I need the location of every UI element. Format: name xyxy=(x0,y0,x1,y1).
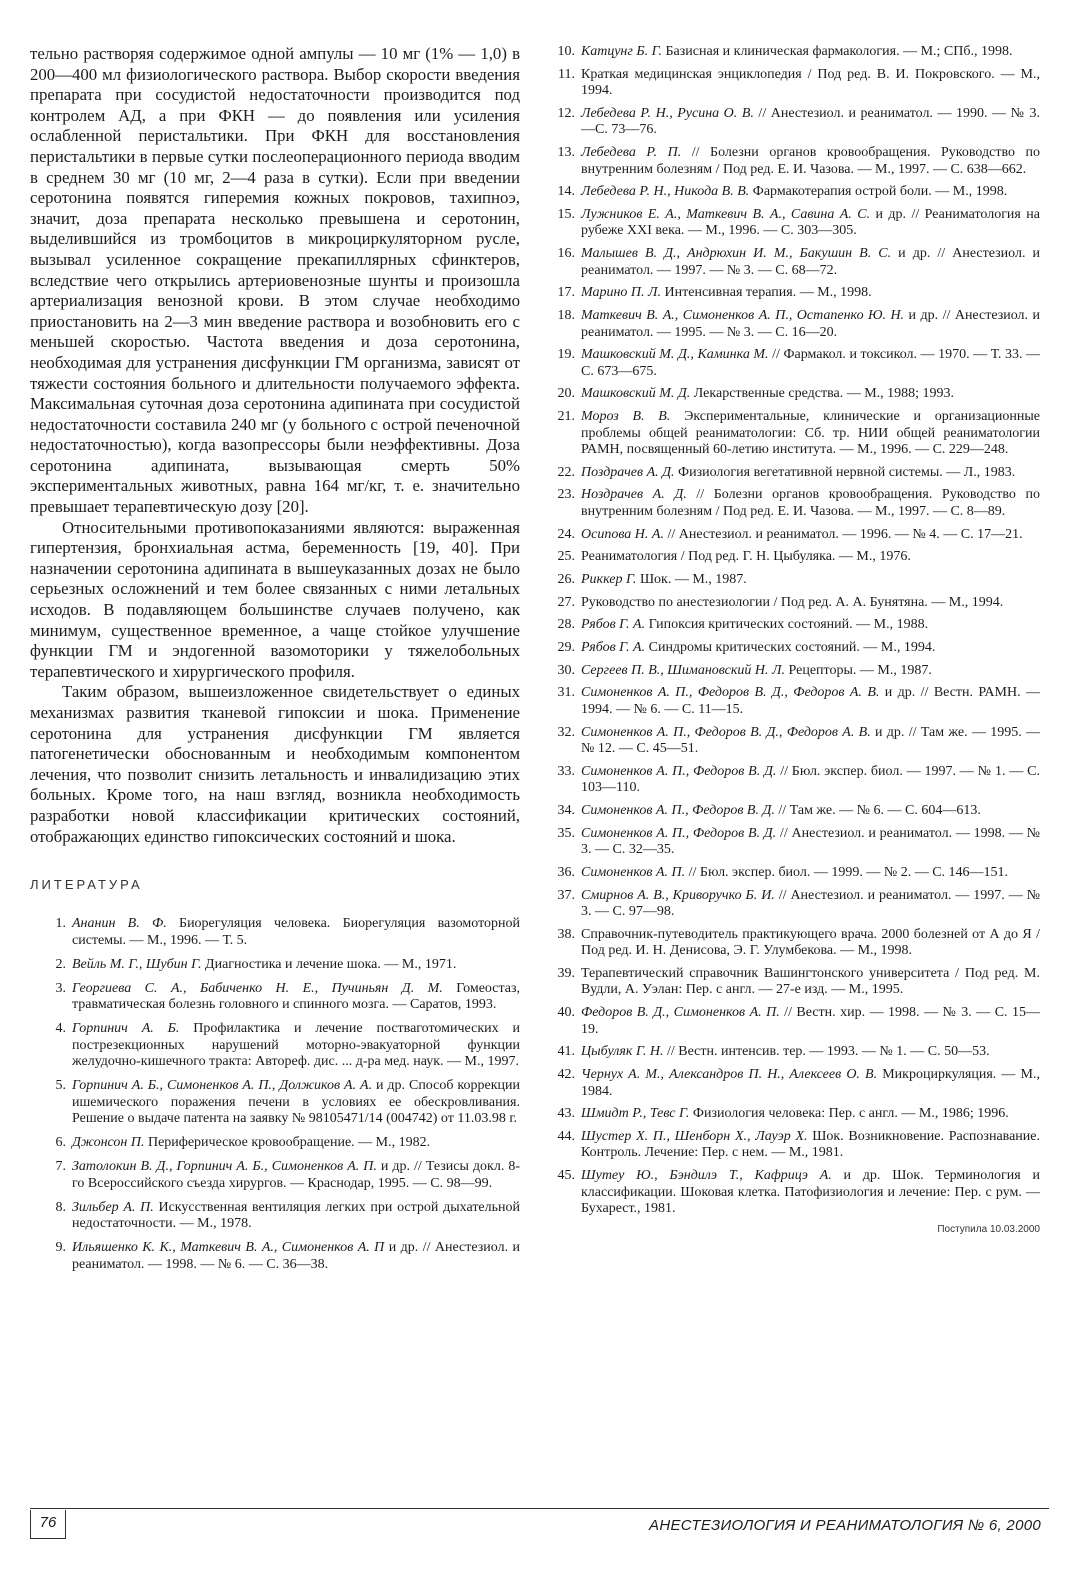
reference-number: 6. xyxy=(55,1135,66,1151)
reference-authors: Маткевич В. А., Симоненков А. П., Остапенко Ю. Н. xyxy=(581,308,905,323)
reference-text xyxy=(581,1067,1040,1100)
reference-text xyxy=(72,1078,520,1128)
reference-item xyxy=(555,725,1040,758)
reference-body: Краткая медицинская энциклопедия / Под ред. В. И. Покровского. — М., 1994. xyxy=(581,66,1040,99)
reference-text xyxy=(581,67,1040,100)
reference-item xyxy=(555,308,1040,341)
reference-text xyxy=(581,595,1040,612)
reference-item xyxy=(555,966,1040,999)
reference-number: 43. xyxy=(557,1106,575,1122)
reference-item xyxy=(555,285,1040,302)
reference-item xyxy=(555,572,1040,589)
reference-item xyxy=(46,916,520,949)
reference-authors: Шустер Х. П., Шенборн Х., Лауэр Х. xyxy=(581,1128,808,1144)
reference-body: // Бюл. экспер. биол. — 1997. — № 1. — С. 103—110. xyxy=(581,763,1040,796)
reference-item xyxy=(555,145,1040,178)
journal-title: АНЕСТЕЗИОЛОГИЯ И РЕАНИМАТОЛОГИЯ № 6, 2000 xyxy=(649,1517,1041,1534)
reference-authors: Риккер Г. xyxy=(581,572,637,587)
reference-number: 12. xyxy=(557,105,575,121)
reference-body: Шок. Возникновение. Распознавание. Контроль. Лечение: Пер. с нем. — М., 1981. xyxy=(581,1128,1040,1161)
reference-authors: Осипова Н. А. xyxy=(581,526,664,542)
reference-body: и др. Способ коррекции ишемического поражения печени в условиях ее обескровливания. Решение о выдаче патента на заявку № 98105471/14 (004742) от 11.03.98 г. xyxy=(72,1078,521,1127)
reference-body: Рецепторы. — М., 1987. xyxy=(785,662,932,678)
reference-authors: Цыбуляк Г. Н. xyxy=(581,1044,664,1060)
reference-item xyxy=(555,409,1040,459)
reference-body: и др. // Анестезиол. и реаниматол. — 1997. — № 3. — С. 68—72. xyxy=(581,246,1041,278)
reference-text xyxy=(581,409,1040,459)
reference-authors: Лебедева Р. Н., Русина О. В. xyxy=(581,105,754,121)
reference-text xyxy=(581,640,1040,657)
reference-number: 42. xyxy=(557,1067,575,1082)
reference-number: 1. xyxy=(55,916,66,932)
reference-number: 3. xyxy=(55,980,66,996)
reference-item xyxy=(555,1106,1040,1123)
reference-text xyxy=(581,184,1040,201)
reference-text xyxy=(581,865,1040,882)
reference-body: Шок. — М., 1987. xyxy=(636,572,747,587)
reference-text xyxy=(581,572,1040,589)
reference-item xyxy=(46,1200,520,1233)
reference-number: 35. xyxy=(557,825,575,841)
body-paragraph-2: Относительными противопоказаниями являются: выраженная гипертензия, бронхиальная астма, беременность [19, 40]. При назначении серотонина адипината в вышеуказанных дозах не было серьезных осложнений и тем более связанных с ними летальных исходов. В подавляющем большинстве случаев получено, как минимум, существенное временное, а чаще стойкое улучшение функции ГМ и эндогенной вазомоторики у тяжелобольных терапевтического и хирургического профиля. xyxy=(30,517,520,681)
reference-authors: Зильбер А. П. xyxy=(72,1199,154,1215)
reference-authors: Машковский М. Д., Каминка М. xyxy=(581,347,769,363)
reference-item xyxy=(555,1005,1040,1038)
reference-text xyxy=(72,1240,520,1273)
reference-item xyxy=(555,663,1040,680)
reference-text xyxy=(581,386,1040,403)
reference-number: 10. xyxy=(557,44,575,59)
reference-number: 29. xyxy=(557,640,575,656)
literature-heading: ЛИТЕРАТУРА xyxy=(30,877,143,893)
reference-authors: Ноздрачев А. Д. xyxy=(581,487,687,503)
reference-number: 34. xyxy=(557,803,575,818)
reference-text xyxy=(581,966,1040,999)
reference-number: 32. xyxy=(557,724,575,740)
reference-item xyxy=(555,764,1040,797)
reference-number: 7. xyxy=(55,1159,66,1175)
reference-body: // Анестезиол. и реаниматол. — 1990. — № 3. —С. 73—76. xyxy=(581,105,1040,138)
reference-item xyxy=(46,1240,520,1273)
reference-item xyxy=(555,465,1040,482)
reference-item xyxy=(555,927,1040,960)
reference-authors: Симоненков А. П., Федоров В. Д. xyxy=(581,763,777,779)
reference-text xyxy=(72,1200,520,1233)
reference-item xyxy=(555,1067,1040,1100)
reference-text xyxy=(72,1135,520,1152)
reference-number: 20. xyxy=(557,386,575,402)
reference-text xyxy=(581,927,1040,960)
reference-text xyxy=(72,1159,520,1192)
reference-item xyxy=(555,617,1040,634)
reference-list-left xyxy=(30,916,520,1273)
reference-item xyxy=(555,595,1040,612)
reference-text xyxy=(581,685,1040,718)
reference-text xyxy=(581,347,1040,380)
reference-number: 36. xyxy=(557,864,575,880)
reference-authors: Шмидт Р., Тевс Г. xyxy=(581,1106,690,1122)
reference-item xyxy=(555,549,1040,566)
reference-authors: Шутеу Ю., Бэндилэ Т., Кафрицэ А. xyxy=(581,1168,832,1184)
reference-authors: Малышев В. Д., Андрюхин И. М., Бакушин В. С. xyxy=(581,246,892,262)
reference-number: 11. xyxy=(558,66,575,82)
reference-text xyxy=(72,1021,520,1071)
reference-text xyxy=(581,487,1040,520)
reference-body: Базисная и клиническая фармакология. — М.; СПб., 1998. xyxy=(662,44,1013,59)
reference-body: Искусственная вентиляция легких при острой дыхательной недостаточности. — М., 1978. xyxy=(72,1199,520,1232)
reference-text xyxy=(581,764,1040,797)
reference-body: Лекарственные средства. — М., 1988; 1993. xyxy=(690,386,955,402)
reference-authors: Катцунг Б. Г. xyxy=(581,44,663,59)
reference-text xyxy=(581,1129,1040,1162)
reference-authors: Марино П. Л. xyxy=(581,285,662,301)
reference-item xyxy=(46,981,520,1014)
reference-item xyxy=(555,1168,1040,1218)
reference-body: // Вестн. хир. — 1998. — № 3. — С. 15—19. xyxy=(581,1005,1041,1037)
reference-body: Справочник-путеводитель практикующего врача. 2000 болезней от А до Я / Под ред. И. Н. Денисова, Э. Г. Улумбекова. — М., 1998. xyxy=(581,926,1040,959)
reference-authors: Ананин В. Ф. xyxy=(72,916,167,932)
reference-item xyxy=(46,1135,520,1152)
reference-text xyxy=(581,803,1040,820)
reference-item xyxy=(555,106,1040,139)
reference-text xyxy=(581,246,1040,279)
reference-number: 4. xyxy=(55,1021,66,1037)
reference-body: // Болезни органов кровообращения. Руководство по внутренним болезням / Под ред. Е. И. Чазова. — М., 1997. — С. 638—662. xyxy=(581,145,1040,177)
reference-authors: Горпинич А. Б. xyxy=(72,1021,180,1037)
reference-text xyxy=(581,44,1040,61)
reference-text xyxy=(581,888,1040,921)
reference-number: 13. xyxy=(557,145,575,161)
reference-item xyxy=(555,67,1040,100)
reference-item xyxy=(555,888,1040,921)
reference-body: и др. // Анестезиол. и реаниматол. — 1998. — № 6. — С. 36—38. xyxy=(72,1240,520,1272)
reference-text xyxy=(581,549,1040,566)
reference-text xyxy=(581,1106,1040,1123)
page-number: 76 xyxy=(30,1510,66,1539)
reference-number: 8. xyxy=(55,1199,66,1215)
reference-body: // Болезни органов кровообращения. Руководство по внутренним болезням / Под ред. Е. И. Чазова. — М., 1997. — С. 8—89. xyxy=(581,487,1040,519)
reference-item xyxy=(555,1129,1040,1162)
reference-authors: Лужников Е. А., Маткевич В. А., Савина А. С. xyxy=(581,206,871,222)
reference-authors: Георгиева С. А., Бабиченко Н. Е., Пучиньян Д. М. xyxy=(72,980,443,996)
reference-authors: Горпинич А. Б., Симоненков А. П., Должиков А. А. xyxy=(72,1078,373,1094)
reference-body: Синдромы критических состояний. — М., 1994. xyxy=(645,640,936,656)
reference-body: и др. // Реаниматология на рубеже XXI века. — М., 1996. — С. 303—305. xyxy=(581,206,1040,239)
reference-authors: Лебедева Р. П. xyxy=(581,145,682,161)
reference-authors: Симоненков А. П., Федоров В. Д., Федоров А. В. xyxy=(581,685,880,701)
reference-body: Профилактика и лечение постваготомических и пострезекционных нарушений моторно-эвакуаторной функции желудочно-кишечного тракта: Автореф. дис. ... д-ра мед. наук. — М., 1997. xyxy=(72,1021,520,1070)
reference-number: 9. xyxy=(55,1240,66,1256)
right-column xyxy=(555,44,1040,1235)
reference-body: Диагностика и лечение шока. — М., 1971. xyxy=(201,956,457,972)
reference-number: 19. xyxy=(557,347,575,363)
reference-number: 26. xyxy=(557,572,575,587)
reference-text xyxy=(581,1044,1040,1061)
reference-authors: Джонсон П. xyxy=(72,1135,145,1151)
reference-authors: Симоненков А. П., Федоров В. Д. xyxy=(581,825,777,841)
reference-text xyxy=(581,308,1040,341)
reference-authors: Смирнов А. В., Криворучко Б. И. xyxy=(581,887,775,903)
reference-number: 22. xyxy=(557,464,575,480)
reference-number: 15. xyxy=(557,206,575,222)
reference-authors: Ильяшенко К. К., Маткевич В. А., Симоненков А. П xyxy=(72,1240,385,1256)
reference-body: Гомеостаз, травматическая болезнь головного и спинного мозга. — Саратов, 1993. xyxy=(72,980,521,1013)
reference-authors: Симоненков А. П., Федоров В. Д. xyxy=(581,803,775,818)
reference-text xyxy=(581,826,1040,859)
reference-item xyxy=(46,957,520,974)
reference-text xyxy=(72,916,520,949)
reference-number: 5. xyxy=(55,1078,66,1094)
reference-text xyxy=(581,285,1040,302)
reference-number: 14. xyxy=(557,184,575,200)
reference-item xyxy=(555,640,1040,657)
reference-body: Реаниматология / Под ред. Г. Н. Цыбуляка. — М., 1976. xyxy=(581,549,911,565)
reference-body: // Анестезиол. и реаниматол. — 1998. — № 3. — С. 32—35. xyxy=(581,825,1040,858)
reference-text xyxy=(581,725,1040,758)
reference-text xyxy=(581,207,1040,240)
reference-number: 41. xyxy=(557,1044,575,1060)
reference-body: // Фармакол. и токсикол. — 1970. — Т. 33. — С. 673—675. xyxy=(581,347,1041,379)
reference-item xyxy=(555,865,1040,882)
reference-item xyxy=(555,207,1040,240)
reference-text xyxy=(581,663,1040,680)
reference-body: // Там же. — № 6. — С. 604—613. xyxy=(774,803,981,818)
reference-item xyxy=(555,803,1040,820)
reference-authors: Рябов Г. А. xyxy=(581,617,646,633)
reference-list-right xyxy=(555,44,1040,1218)
reference-authors: Мороз В. В. xyxy=(581,409,671,425)
reference-number: 30. xyxy=(557,662,575,678)
reference-text xyxy=(72,957,520,974)
reference-body: Физиология человека: Пер. с англ. — М., 1986; 1996. xyxy=(689,1106,1009,1122)
reference-body: Гипоксия критических состояний. — М., 1988. xyxy=(645,617,929,633)
reference-body: и др. Шок. Терминология и классификации. Шоковая клетка. Патофизиология и лечение: Пер. с рум. — Бухарест., 1981. xyxy=(581,1168,1040,1217)
reference-authors: Симоненков А. П., Федоров В. Д., Федоров А. В. xyxy=(581,724,871,740)
reference-number: 33. xyxy=(557,763,575,779)
reference-number: 39. xyxy=(557,965,575,981)
body-paragraph-3: Таким образом, вышеизложенное свидетельствует о единых механизмах развития тканевой гипоксии и шока. Применение серотонина для устранения дисфункции ГМ является патогенетически обоснованным и необходимым компонентом лечения, что позволит снизить летальность и инвалидизацию этих больных. Кроме того, на наш взгляд, возникла необходимость разработки новой классификации критических состояний, отображающих единство гипоксических состояний и шока. xyxy=(30,682,520,846)
reference-number: 37. xyxy=(557,887,575,903)
reference-item xyxy=(555,487,1040,520)
reference-number: 21. xyxy=(557,409,575,425)
reference-authors: Лебедева Р. Н., Никода В. В. xyxy=(581,184,750,200)
reference-body: // Бюл. экспер. биол. — 1999. — № 2. — С. 146—151. xyxy=(685,864,1009,880)
reference-text xyxy=(581,145,1040,178)
reference-body: Физиология вегетативной нервной системы. — Л., 1983. xyxy=(674,464,1016,480)
reference-number: 25. xyxy=(557,549,575,565)
reference-authors: Федоров В. Д., Симоненков А. П. xyxy=(581,1005,780,1021)
reference-item xyxy=(555,1044,1040,1061)
reference-item xyxy=(555,246,1040,279)
reference-item xyxy=(555,386,1040,403)
reference-body: Руководство по анестезиологии / Под ред. А. А. Бунятяна. — М., 1994. xyxy=(581,594,1004,610)
reference-body: Периферическое кровообращение. — М., 1982. xyxy=(144,1135,431,1151)
reference-text xyxy=(72,981,520,1014)
reference-body: и др. // Анестезиол. и реаниматол. — 1995. — № 3. — С. 16—20. xyxy=(581,308,1040,340)
reference-text xyxy=(581,106,1040,139)
reference-authors: Сергеев П. В., Шимановский Н. Л. xyxy=(581,662,786,678)
reference-number: 16. xyxy=(557,246,575,262)
reference-text xyxy=(581,527,1040,544)
reference-number: 17. xyxy=(557,285,575,301)
received-date: Поступила 10.03.2000 xyxy=(937,1223,1040,1235)
reference-authors: Поздрачев А. Д. xyxy=(581,464,675,480)
reference-number: 27. xyxy=(557,594,575,610)
reference-item xyxy=(555,826,1040,859)
reference-body: // Анестезиол. и реаниматол. — 1996. — № 4. — С. 17—21. xyxy=(663,526,1023,542)
reference-authors: Машковский М. Д. xyxy=(581,386,691,402)
reference-number: 40. xyxy=(557,1005,575,1021)
reference-body: // Вестн. интенсив. тер. — 1993. — № 1. — С. 50—53. xyxy=(663,1044,990,1060)
reference-body: Экспериментальные, клинические и организационные проблемы общей реаниматологии: Сб. тр. НИИ общей реаниматологии РАМН, посвященный 60-летию института. — М., 1996. — С. 229—248. xyxy=(581,409,1040,458)
reference-body: и др. // Тезисы докл. 8-го Всероссийского съезда хирургов. — Краснодар, 1995. — С. 98—99. xyxy=(72,1159,520,1191)
reference-body: Биорегуляция человека. Биорегуляция вазомоторной системы. — М., 1996. — Т. 5. xyxy=(72,916,520,948)
reference-text xyxy=(581,1168,1040,1218)
reference-number: 23. xyxy=(557,487,575,503)
reference-body: // Анестезиол. и реаниматол. — 1997. — № 3. — С. 97—98. xyxy=(581,887,1040,920)
reference-number: 38. xyxy=(557,926,575,942)
reference-number: 45. xyxy=(557,1168,575,1184)
reference-authors: Затолокин В. Д., Горпинич А. Б., Симоненков А. П. xyxy=(72,1159,377,1175)
reference-item xyxy=(555,527,1040,544)
reference-text xyxy=(581,465,1040,482)
reference-authors: Чернух А. М., Александров П. Н., Алексеев О. В. xyxy=(581,1067,878,1082)
reference-authors: Вейль М. Г., Шубин Г. xyxy=(72,956,202,972)
left-column xyxy=(30,44,520,1281)
reference-authors: Рябов Г. А. xyxy=(581,640,646,656)
reference-number: 2. xyxy=(55,956,66,972)
body-paragraph-1: тельно растворяя содержимое одной ампулы — 10 мг (1% — 1,0) в 200—400 мл физиологического раствора. Выбор скорости введения препарата при сосудистой недостаточности производится под контролем АД, а при ФКН — до появления или усиления ослабленной перистальтики. При ФКН для восстановления перистальтики в первые сутки послеоперационного периода вводим в среднем 30 мг (10 мг, 2—4 раза в сутки). Если при введении серотонина появятся гиперемия кожных покровов, тахипноэ, значит, доза препарата несколько превышена и серотонин, выделившийся из тромбоцитов в микроциркуляторном русле, вызывал усиленное сокращение прекапиллярных сфинктеров, вследствие чего открылись артериовенозные шунты и произошла артериализация венозной крови. В этом случае необходимо приостановить на 2—3 мин введение раствора и возобновить его с меньшей скоростью. Частота введения и доза серотонина, необходимая для устранения дисфункции ГМ организма, зависят от тяжести состояния больного и длительности получаемого эффекта. Максимальная суточная доза серотонина адипината при сосудистой недостаточности составила 240 мг (у больного с острой печеночной недостаточностью), когда вазопрессоры были неэффективны. Доза серотонина адипината, вызывающая смерть 50% экспериментальных животных, равна 164 мг/кг, т. е. значительно превышает терапевтическую дозу [20]. xyxy=(30,44,520,517)
reference-number: 24. xyxy=(557,526,575,542)
footer-rule xyxy=(30,1508,1049,1509)
reference-number: 18. xyxy=(557,308,575,323)
reference-number: 28. xyxy=(557,617,575,633)
reference-body: и др. // Вестн. РАМН. — 1994. — № 6. — С. 11—15. xyxy=(581,685,1040,717)
reference-number: 31. xyxy=(557,685,575,701)
reference-body: Микроциркуляция. — М., 1984. xyxy=(581,1067,1040,1099)
reference-body: Терапевтический справочник Вашингтонского университета / Под ред. М. Вудли, А. Уэлан: Пер. с англ. — 27-е изд. — М., 1995. xyxy=(581,965,1040,998)
reference-item xyxy=(555,685,1040,718)
reference-item xyxy=(46,1021,520,1071)
reference-body: Фармакотерапия острой боли. — М., 1998. xyxy=(749,184,1008,200)
reference-item xyxy=(555,44,1040,61)
reference-item xyxy=(46,1159,520,1192)
reference-body: и др. // Там же. — 1995. — № 12. — С. 45—51. xyxy=(581,724,1041,757)
reference-authors: Симоненков А. П. xyxy=(581,864,686,880)
reference-item xyxy=(555,184,1040,201)
reference-body: Интенсивная терапия. — М., 1998. xyxy=(661,285,872,301)
reference-number: 44. xyxy=(557,1128,575,1144)
reference-item xyxy=(555,347,1040,380)
reference-item xyxy=(46,1078,520,1128)
reference-text xyxy=(581,1005,1040,1038)
reference-text xyxy=(581,617,1040,634)
